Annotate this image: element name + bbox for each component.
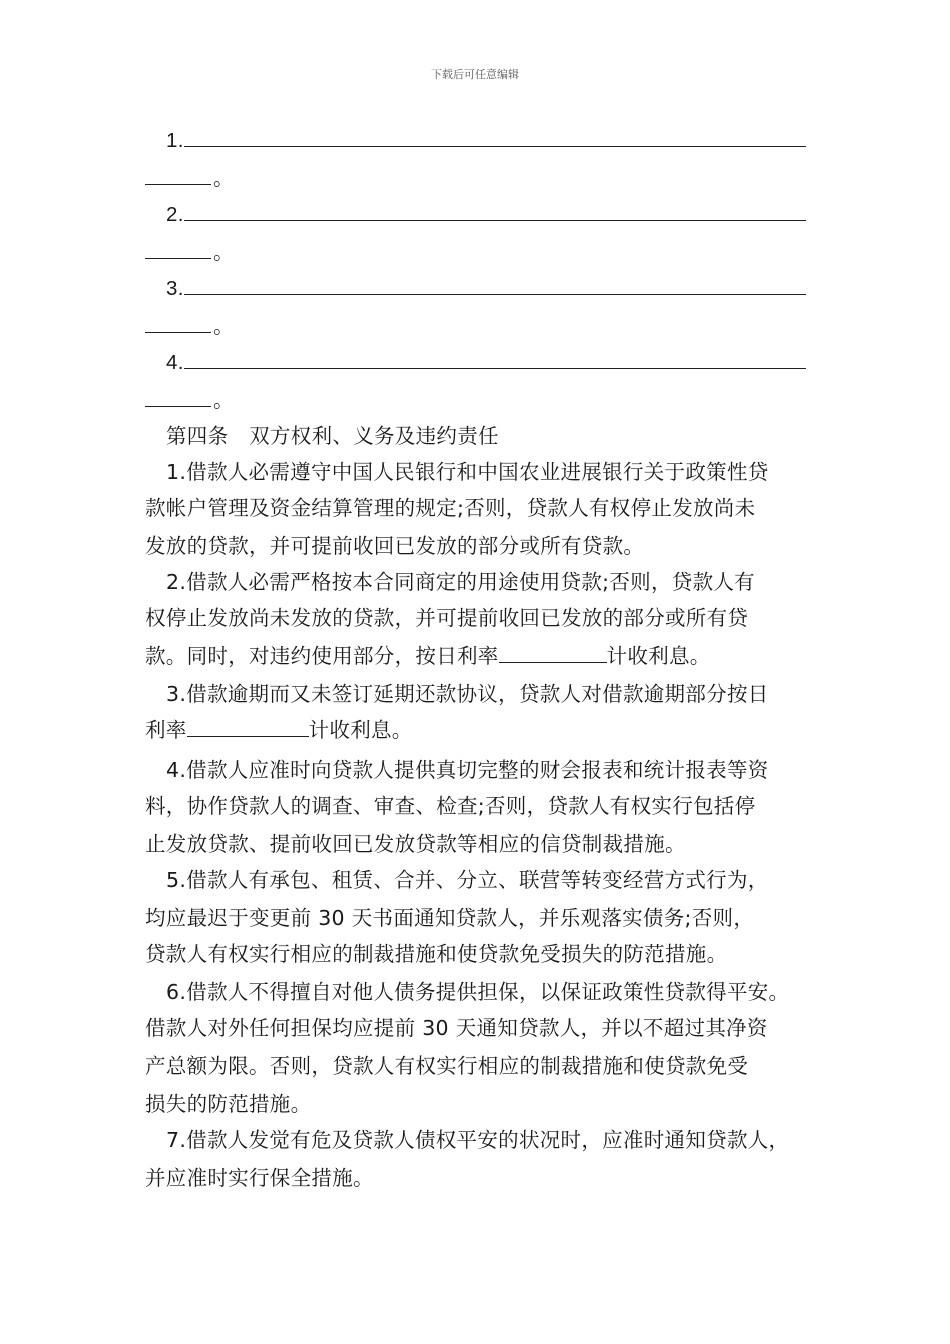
clause-6-line-2: 借款人对外任何担保均应提前 30 天通知贷款人，并以不超过其净资: [145, 1016, 768, 1040]
clause-6-line-4: 损失的防范措施。: [145, 1092, 312, 1116]
blank-item-3: [166, 272, 806, 303]
clause-5-line-3: 贷款人有权实行相应的制裁措施和使贷款免受损失的防范措施。: [145, 942, 728, 966]
clause-2-line-3-tail: 计收利息。: [606, 644, 711, 668]
item-number: 3.: [166, 277, 184, 300]
clause-2-line-1: 2.借款人必需严格按本合同商定的用途使用贷款;否则，贷款人有: [166, 570, 755, 594]
blank-item-3-continuation: [145, 312, 234, 340]
clause-1-line-2: 款帐户管理及资金结算管理的规定;否则，贷款人有权停止发放尚未: [145, 496, 756, 520]
overdue-rate-blank: [187, 716, 309, 737]
clause-3-line-1: 3.借款逾期而又未签订延期还款协议，贷款人对借款逾期部分按日: [166, 682, 769, 706]
page-header: 下载后可任意编辑: [431, 68, 519, 81]
clause-6-line-3: 产总额为限。否则，贷款人有权实行相应的制裁措施和使贷款免受: [145, 1054, 749, 1078]
clause-4-line-1: 4.借款人应准时向贷款人提供真切完整的财会报表和统计报表等资: [166, 758, 769, 782]
clause-1-line-3: 发放的贷款，并可提前收回已发放的部分或所有贷款。: [145, 534, 645, 558]
fill-in-blank: [184, 198, 806, 221]
clause-6-line-1: 6.借款人不得擅自对他人债务提供担保，以保证政策性贷款得平安。: [166, 980, 790, 1004]
clause-2-line-3-text: 款。同时，对违约使用部分，按日利率: [145, 644, 499, 668]
item-number: 4.: [166, 351, 184, 374]
clause-3-line-2: [145, 716, 413, 744]
fill-in-blank: [145, 312, 211, 333]
blank-item-4: [166, 346, 806, 377]
clause-3-line-2-tail: 计收利息。: [308, 718, 413, 742]
clause-5-line-2: 均应最迟于变更前 30 天书面通知贷款人，并乐观落实债务;否则，: [145, 906, 755, 930]
period: 。: [213, 166, 234, 190]
period: 。: [213, 314, 234, 338]
fill-in-blank: [184, 346, 806, 369]
clause-2-line-3: [145, 642, 711, 670]
fill-in-blank: [145, 164, 211, 185]
item-number: 2.: [166, 203, 184, 226]
clause-5-line-1: 5.借款人有承包、租赁、合并、分立、联营等转变经营方式行为，: [166, 868, 769, 892]
daily-rate-blank: [499, 642, 607, 663]
item-number: 1.: [166, 129, 184, 152]
blank-item-1-continuation: [145, 164, 234, 192]
period: 。: [213, 388, 234, 412]
clause-7-line-1: 7.借款人发觉有危及贷款人债权平安的状况时，应准时通知贷款人，: [166, 1128, 790, 1152]
fill-in-blank: [184, 124, 806, 147]
clause-2-line-2: 权停止发放尚未发放的贷款，并可提前收回已发放的部分或所有贷: [145, 606, 749, 630]
blank-item-1: [166, 124, 806, 155]
clause-3-line-2-text: 利率: [145, 718, 187, 742]
fill-in-blank: [184, 272, 806, 295]
period: 。: [213, 240, 234, 264]
clause-4-line-3: 止发放贷款、提前收回已发放贷款等相应的信贷制裁措施。: [145, 832, 686, 856]
fill-in-blank: [145, 238, 211, 259]
blank-item-2-continuation: [145, 238, 234, 266]
blank-item-2: [166, 198, 806, 229]
clause-7-line-2: 并应准时实行保全措施。: [145, 1166, 374, 1190]
clause-4-line-2: 料，协作贷款人的调查、审查、检查;否则，贷款人有权实行包括停: [145, 794, 756, 818]
article-heading: 第四条 双方权利、义务及违约责任: [166, 424, 499, 448]
clause-1-line-1: 1.借款人必需遵守中国人民银行和中国农业进展银行关于政策性贷: [166, 460, 769, 484]
blank-item-4-continuation: [145, 386, 234, 414]
fill-in-blank: [145, 386, 211, 407]
